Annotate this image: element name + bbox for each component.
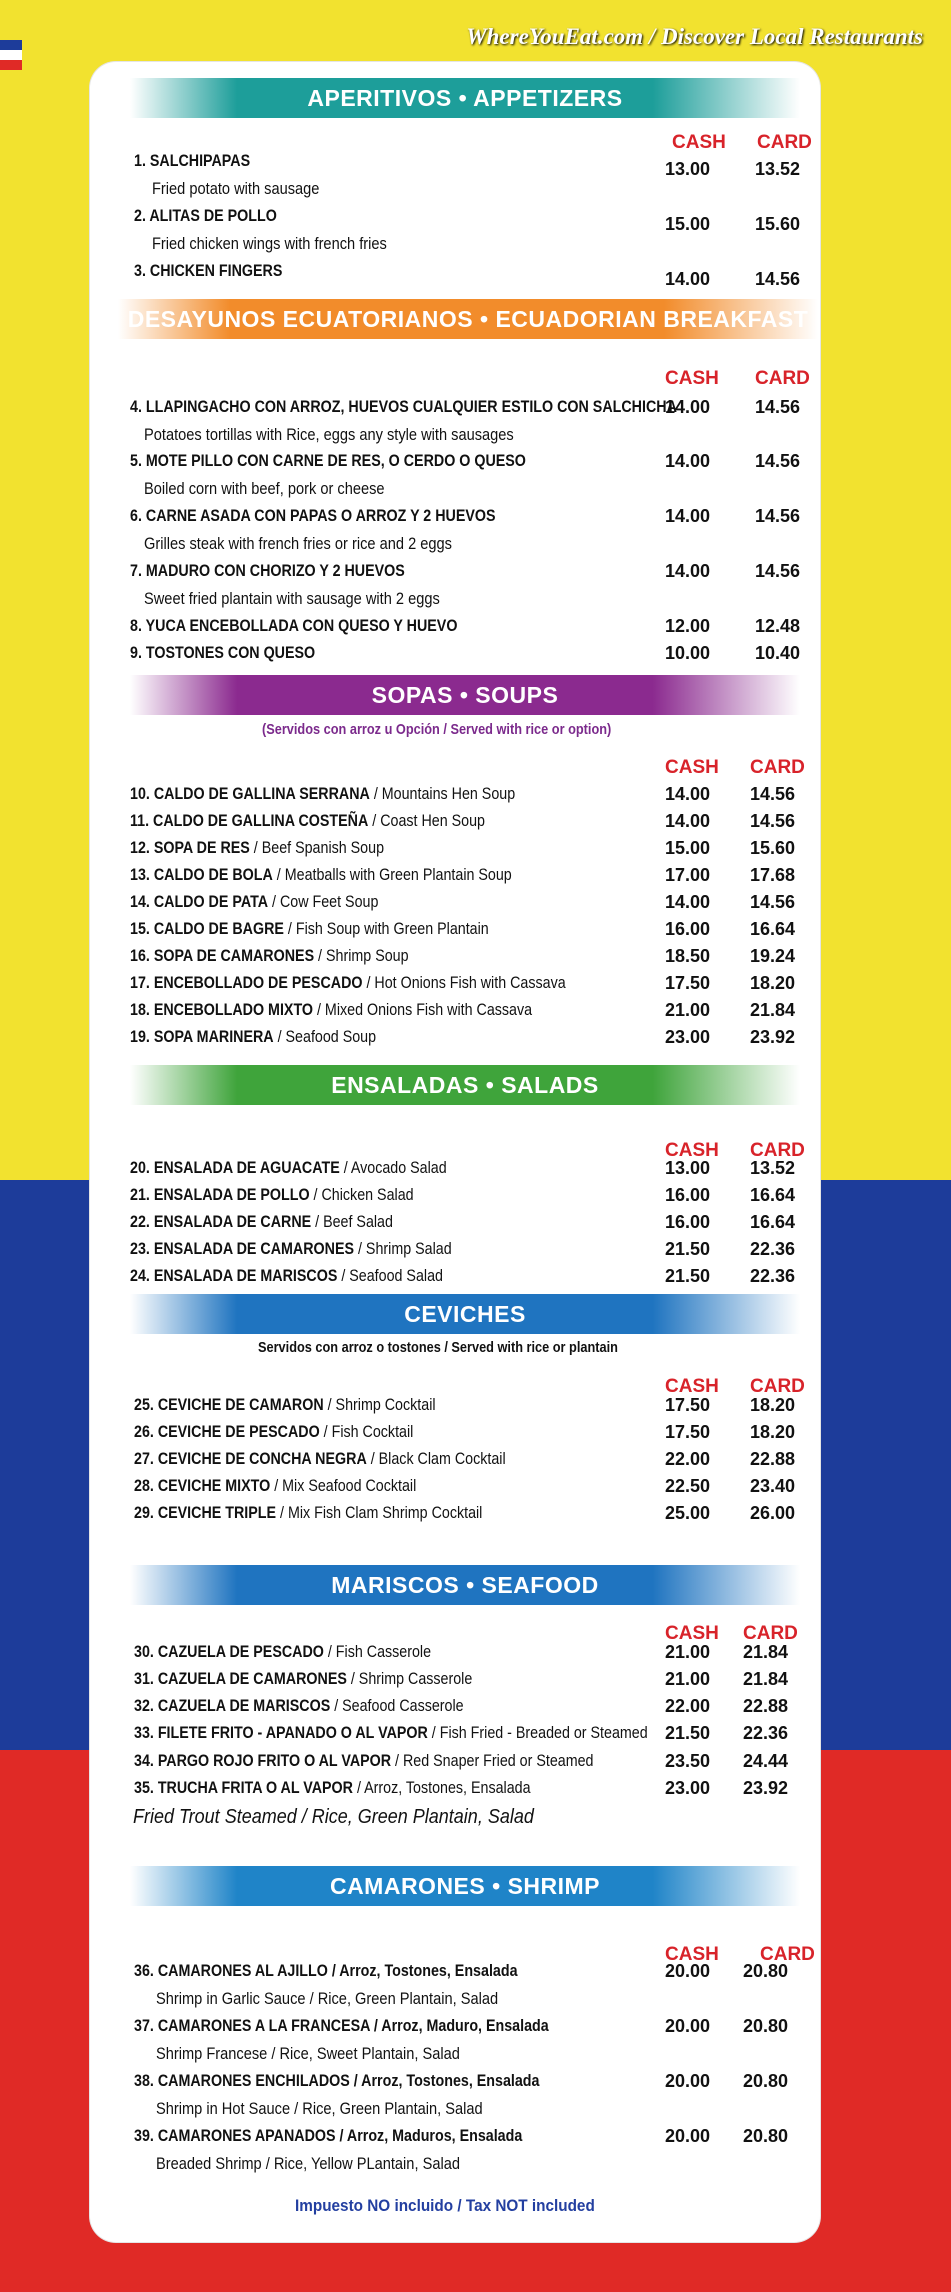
menu-item-english-name: / Black Clam Cocktail	[366, 1449, 506, 1468]
card-price: 14.56	[755, 561, 801, 581]
card-price: 23.40	[750, 1476, 796, 1496]
cash-price: 20.00	[665, 2016, 711, 2036]
menu-item-spanish-name: YUCA ENCEBOLLADA CON QUESO Y HUEVO	[145, 616, 458, 635]
menu-item-spanish-name: PARGO ROJO FRITO O AL VAPOR	[157, 1751, 392, 1770]
menu-item-name	[130, 1266, 443, 1286]
section-banner: ENSALADAS • SALADS	[130, 1065, 800, 1105]
menu-item-name	[134, 1778, 531, 1798]
menu-item-name	[134, 2016, 549, 2036]
cash-price: 21.00	[665, 1669, 711, 1689]
menu-item-number: 7.	[130, 561, 146, 580]
card-price: 26.00	[750, 1503, 796, 1523]
cash-price: 14.00	[665, 506, 711, 526]
menu-item-number: 3.	[134, 261, 150, 280]
menu-item-spanish-name: TRUCHA FRITA O AL VAPOR	[157, 1778, 353, 1797]
card-column-header: CARD	[743, 1623, 798, 1644]
menu-item-number: 5.	[130, 451, 146, 470]
menu-item-spanish-name: ENSALADA DE POLLO	[153, 1185, 310, 1204]
cash-price: 15.00	[665, 214, 711, 234]
menu-item-name	[134, 2071, 539, 2091]
menu-item-spanish-name: MOTE PILLO CON CARNE DE RES, O CERDO O QUESO	[145, 451, 526, 470]
menu-item-spanish-name: CALDO DE GALLINA SERRANA	[153, 784, 370, 803]
menu-item-name	[134, 1723, 648, 1743]
menu-item-spanish-name: FILETE FRITO - APANADO O AL VAPOR	[157, 1723, 428, 1742]
menu-item-spanish-name: LLAPINGACHO CON ARROZ, HUEVOS CUALQUIER ESTILO CON SALCHICHA	[145, 397, 677, 416]
menu-item-english-name: / Fish Casserole	[323, 1642, 432, 1661]
menu-item-spanish-name: TOSTONES CON QUESO	[145, 643, 316, 662]
menu-item-number: 32.	[134, 1696, 158, 1715]
cash-price: 20.00	[665, 1961, 711, 1981]
card-price: 20.80	[743, 2071, 789, 2091]
menu-item-spanish-name: SOPA MARINERA	[153, 1027, 274, 1046]
cash-price: 14.00	[665, 561, 711, 581]
card-price: 23.92	[750, 1027, 796, 1047]
card-column-header: CARD	[750, 1376, 805, 1397]
menu-item-number: 2.	[134, 206, 150, 225]
menu-item-english-name: / Beef Spanish Soup	[249, 838, 385, 857]
menu-item-english-name: / Mixed Onions Fish with Cassava	[313, 1000, 533, 1019]
card-price: 22.36	[750, 1266, 796, 1286]
menu-item-name	[134, 151, 250, 171]
menu-item-spanish-name: MADURO CON CHORIZO Y 2 HUEVOS	[145, 561, 405, 580]
menu-item-name	[130, 1000, 532, 1020]
cash-price: 17.00	[665, 865, 711, 885]
menu-item-number: 8.	[130, 616, 146, 635]
menu-item-name	[130, 616, 457, 636]
menu-item-spanish-name: CAMARONES APANADOS / Arroz, Maduros, Ensalada	[157, 2126, 523, 2145]
menu-item-spanish-name: CARNE ASADA CON PAPAS O ARROZ Y 2 HUEVOS	[145, 506, 496, 525]
cash-price: 16.00	[665, 919, 711, 939]
cash-price: 14.00	[665, 811, 711, 831]
menu-item-description: Sweet fried plantain with sausage with 2 eggs	[144, 589, 440, 608]
card-price: 15.60	[750, 838, 796, 858]
card-price: 16.64	[750, 1212, 796, 1232]
card-column-header: CARD	[750, 757, 805, 778]
section-banner: CEVICHES	[130, 1294, 800, 1334]
menu-item-spanish-name: CAZUELA DE MARISCOS	[157, 1696, 331, 1715]
menu-item-name	[134, 1669, 472, 1689]
cash-price: 18.50	[665, 946, 711, 966]
card-price: 15.60	[755, 214, 801, 234]
menu-item-name	[130, 892, 378, 912]
menu-item-spanish-name: CEVICHE DE CAMARON	[157, 1395, 324, 1414]
menu-item-name	[130, 1158, 447, 1178]
menu-item-name	[134, 1476, 416, 1496]
menu-item-name	[134, 1642, 431, 1662]
menu-item-english-name: / Arroz, Tostones, Ensalada	[352, 1778, 531, 1797]
cash-column-header: CASH	[665, 1140, 719, 1161]
cash-price: 23.00	[665, 1027, 711, 1047]
card-price: 18.20	[750, 1395, 796, 1415]
menu-item-number: 20.	[130, 1158, 154, 1177]
menu-item-spanish-name: CHICKEN FINGERS	[149, 261, 283, 280]
menu-item-spanish-name: CAMARONES ENCHILADOS / Arroz, Tostones, Ensalada	[157, 2071, 540, 2090]
cash-column-header: CASH	[672, 132, 726, 153]
cash-price: 14.00	[665, 269, 711, 289]
section-banner: APERITIVOS • APPETIZERS	[130, 78, 800, 118]
cash-price: 15.00	[665, 838, 711, 858]
menu-item-number: 26.	[134, 1422, 158, 1441]
menu-item-name	[130, 811, 485, 831]
menu-item-english-name: / Meatballs with Green Plantain Soup	[272, 865, 512, 884]
menu-item-english-name: / Chicken Salad	[309, 1185, 414, 1204]
cash-price: 22.00	[665, 1696, 711, 1716]
menu-item-description: Fried chicken wings with french fries	[152, 234, 387, 253]
card-price: 21.84	[750, 1000, 796, 1020]
menu-item-name	[134, 1961, 518, 1981]
menu-item-number: 15.	[130, 919, 154, 938]
menu-item-number: 37.	[134, 2016, 158, 2035]
menu-item-name	[130, 865, 512, 885]
card-price: 22.88	[743, 1696, 789, 1716]
cash-price: 16.00	[665, 1185, 711, 1205]
card-price: 10.40	[755, 643, 801, 663]
menu-item-spanish-name: CEVICHE DE PESCADO	[157, 1422, 320, 1441]
cash-price: 21.00	[665, 1000, 711, 1020]
menu-item-description: Grilles steak with french fries or rice and 2 eggs	[144, 534, 452, 553]
menu-item-english-name: / Seafood Soup	[273, 1027, 377, 1046]
menu-item-spanish-name: CALDO DE PATA	[153, 892, 269, 911]
menu-item-name	[130, 561, 405, 581]
cash-price: 14.00	[665, 784, 711, 804]
menu-item-description: Shrimp Francese / Rice, Sweet Plantain, Salad	[156, 2044, 460, 2063]
menu-item-number: 18.	[130, 1000, 154, 1019]
menu-item-name	[130, 946, 409, 966]
cash-price: 12.00	[665, 616, 711, 636]
cash-column-header: CASH	[665, 1623, 719, 1644]
menu-item-english-name: / Mix Seafood Cocktail	[270, 1476, 417, 1495]
menu-item-spanish-name: CAZUELA DE PESCADO	[157, 1642, 324, 1661]
menu-item-name	[134, 1503, 482, 1523]
cash-column-header: CASH	[665, 757, 719, 778]
menu-item-spanish-name: CALDO DE BAGRE	[153, 919, 284, 938]
card-price: 19.24	[750, 946, 796, 966]
cash-price: 14.00	[665, 451, 711, 471]
menu-item-english-name: / Fish Soup with Green Plantain	[283, 919, 489, 938]
cash-price: 21.50	[665, 1723, 711, 1743]
menu-item-spanish-name: ALITAS DE POLLO	[149, 206, 277, 225]
card-price: 14.56	[755, 397, 801, 417]
watermark: WhereYouEat.com / Discover Local Restaurants	[466, 24, 923, 49]
cash-price: 14.00	[665, 892, 711, 912]
cash-price: 10.00	[665, 643, 711, 663]
cash-price: 17.50	[665, 1422, 711, 1442]
cash-column-header: CASH	[665, 1944, 719, 1965]
menu-item-name	[130, 1212, 393, 1232]
menu-item-number: 13.	[130, 865, 154, 884]
menu-item-spanish-name: ENCEBOLLADO MIXTO	[153, 1000, 314, 1019]
menu-item-spanish-name: ENSALADA DE CAMARONES	[153, 1239, 355, 1258]
cash-price: 20.00	[665, 2126, 711, 2146]
card-price: 14.56	[755, 269, 801, 289]
card-price: 18.20	[750, 973, 796, 993]
card-price: 22.88	[750, 1449, 796, 1469]
menu-item-name	[134, 261, 282, 281]
card-price: 21.84	[743, 1642, 789, 1662]
menu-item-spanish-name: SALCHIPAPAS	[149, 151, 251, 170]
cash-price: 20.00	[665, 2071, 711, 2091]
cash-price: 25.00	[665, 1503, 711, 1523]
cash-price: 13.00	[665, 1158, 711, 1178]
card-price: 23.92	[743, 1778, 789, 1798]
menu-item-number: 24.	[130, 1266, 154, 1285]
cash-price: 22.00	[665, 1449, 711, 1469]
card-price: 14.56	[755, 451, 801, 471]
menu-item-english-name: / Seafood Salad	[337, 1266, 443, 1285]
menu-item-spanish-name: ENCEBOLLADO DE PESCADO	[153, 973, 363, 992]
card-price: 20.80	[743, 2016, 789, 2036]
card-price: 17.68	[750, 865, 796, 885]
menu-item-name	[134, 1696, 464, 1716]
card-price: 20.80	[743, 1961, 789, 1981]
trout-description: Fried Trout Steamed / Rice, Green Plantain, Salad	[133, 1806, 534, 1828]
menu-item-name	[130, 973, 566, 993]
cash-price: 17.50	[665, 1395, 711, 1415]
tax-footer: Impuesto NO incluido / Tax NOT included	[295, 2196, 595, 2215]
card-price: 16.64	[750, 1185, 796, 1205]
card-price: 18.20	[750, 1422, 796, 1442]
menu-item-number: 6.	[130, 506, 146, 525]
menu-item-number: 38.	[134, 2071, 158, 2090]
menu-item-description: Fried potato with sausage	[152, 179, 320, 198]
menu-item-spanish-name: ENSALADA DE MARISCOS	[153, 1266, 338, 1285]
menu-item-description: Shrimp in Hot Sauce / Rice, Green Plantain, Salad	[156, 2099, 483, 2118]
card-price: 16.64	[750, 919, 796, 939]
menu-item-name	[134, 1449, 506, 1469]
cash-price: 23.50	[665, 1751, 711, 1771]
menu-item-spanish-name: ENSALADA DE CARNE	[153, 1212, 312, 1231]
cash-price: 22.50	[665, 1476, 711, 1496]
section-note: Servidos con arroz o tostones / Served with rice or plantain	[258, 1339, 618, 1356]
menu-item-number: 14.	[130, 892, 154, 911]
menu-item-name	[130, 643, 315, 663]
menu-item-spanish-name: CEVICHE TRIPLE	[157, 1503, 277, 1522]
menu-item-name	[134, 1422, 413, 1442]
menu-item-name	[134, 1395, 436, 1415]
menu-item-spanish-name: CAMARONES A LA FRANCESA / Arroz, Maduro, Ensalada	[157, 2016, 549, 2035]
cash-price: 16.00	[665, 1212, 711, 1232]
menu-item-english-name: / Hot Onions Fish with Cassava	[362, 973, 566, 992]
card-price: 12.48	[755, 616, 801, 636]
card-column-header: CARD	[750, 1140, 805, 1161]
menu-item-spanish-name: ENSALADA DE AGUACATE	[153, 1158, 340, 1177]
section-banner: CAMARONES • SHRIMP	[130, 1866, 800, 1906]
menu-item-number: 25.	[134, 1395, 158, 1414]
section-banner: DESAYUNOS ECUATORIANOS • ECUADORIAN BREAKFAST	[118, 299, 818, 339]
menu-item-number: 30.	[134, 1642, 158, 1661]
card-price: 20.80	[743, 2126, 789, 2146]
menu-item-english-name: / Shrimp Cocktail	[323, 1395, 436, 1414]
menu-item-spanish-name: SOPA DE CAMARONES	[153, 946, 315, 965]
menu-item-spanish-name: CAZUELA DE CAMARONES	[157, 1669, 347, 1688]
cash-price: 23.00	[665, 1778, 711, 1798]
menu-item-number: 16.	[130, 946, 154, 965]
menu-item-number: 39.	[134, 2126, 158, 2145]
menu-item-name	[134, 206, 277, 226]
menu-item-english-name: / Cow Feet Soup	[268, 892, 379, 911]
menu-item-english-name: / Red Snaper Fried or Steamed	[391, 1751, 594, 1770]
menu-item-english-name: / Mountains Hen Soup	[369, 784, 516, 803]
card-price: 14.56	[755, 506, 801, 526]
menu-item-english-name: / Fish Fried - Breaded or Steamed	[427, 1723, 648, 1742]
menu-item-number: 4.	[130, 397, 146, 416]
cash-column-header: CASH	[665, 368, 719, 389]
menu-item-english-name: / Shrimp Soup	[314, 946, 409, 965]
menu-item-spanish-name: CAMARONES AL AJILLO / Arroz, Tostones, Ensalada	[157, 1961, 518, 1980]
menu-item-english-name: / Beef Salad	[311, 1212, 393, 1231]
menu-item-name	[130, 784, 515, 804]
menu-item-english-name: / Shrimp Salad	[354, 1239, 452, 1258]
menu-item-name	[130, 838, 384, 858]
menu-item-name	[130, 506, 496, 526]
cash-price: 21.50	[665, 1239, 711, 1259]
menu-item-english-name: / Coast Hen Soup	[368, 811, 485, 830]
menu-item-number: 22.	[130, 1212, 154, 1231]
card-column-header: CARD	[757, 132, 812, 153]
card-column-header: CARD	[755, 368, 810, 389]
card-price: 14.56	[750, 811, 796, 831]
menu-item-english-name: / Avocado Salad	[339, 1158, 447, 1177]
menu-item-number: 27.	[134, 1449, 158, 1468]
menu-item-number: 33.	[134, 1723, 158, 1742]
menu-item-number: 9.	[130, 643, 146, 662]
menu-item-name	[134, 2126, 522, 2146]
menu-item-description: Breaded Shrimp / Rice, Yellow PLantain, Salad	[156, 2154, 460, 2173]
cash-price: 13.00	[665, 159, 711, 179]
card-price: 13.52	[755, 159, 801, 179]
cash-price: 14.00	[665, 397, 711, 417]
card-price: 14.56	[750, 892, 796, 912]
menu-item-name	[130, 919, 489, 939]
menu-item-number: 12.	[130, 838, 154, 857]
menu-item-spanish-name: SOPA DE RES	[153, 838, 250, 857]
menu-item-english-name: / Seafood Casserole	[330, 1696, 464, 1715]
menu-item-number: 34.	[134, 1751, 158, 1770]
menu-item-spanish-name: CALDO DE BOLA	[153, 865, 273, 884]
menu-item-number: 17.	[130, 973, 154, 992]
card-price: 22.36	[743, 1723, 789, 1743]
menu-item-spanish-name: CEVICHE DE CONCHA NEGRA	[157, 1449, 367, 1468]
menu-item-number: 28.	[134, 1476, 158, 1495]
menu-item-name	[130, 1239, 452, 1259]
menu-item-spanish-name: CEVICHE MIXTO	[157, 1476, 271, 1495]
menu-item-number: 10.	[130, 784, 154, 803]
menu-item-english-name: / Mix Fish Clam Shrimp Cocktail	[276, 1503, 483, 1522]
section-note: (Servidos con arroz u Opción / Served with rice or option)	[262, 721, 612, 738]
menu-item-spanish-name: CALDO DE GALLINA COSTEÑA	[153, 811, 369, 830]
card-price: 22.36	[750, 1239, 796, 1259]
cash-price: 21.50	[665, 1266, 711, 1286]
card-price: 21.84	[743, 1669, 789, 1689]
card-price: 13.52	[750, 1158, 796, 1178]
menu-item-name	[130, 397, 677, 417]
menu-item-description: Boiled corn with beef, pork or cheese	[144, 479, 385, 498]
section-banner: MARISCOS • SEAFOOD	[130, 1565, 800, 1605]
menu-item-number: 36.	[134, 1961, 158, 1980]
card-price: 14.56	[750, 784, 796, 804]
menu-item-name	[130, 451, 526, 471]
menu-item-number: 31.	[134, 1669, 158, 1688]
section-banner: SOPAS • SOUPS	[130, 675, 800, 715]
menu-item-number: 23.	[130, 1239, 154, 1258]
menu-item-number: 35.	[134, 1778, 158, 1797]
menu-item-number: 19.	[130, 1027, 154, 1046]
cash-price: 21.00	[665, 1642, 711, 1662]
menu-item-name	[130, 1185, 414, 1205]
menu-item-number: 11.	[130, 811, 154, 830]
cash-price: 17.50	[665, 973, 711, 993]
menu-item-english-name: / Fish Cocktail	[319, 1422, 414, 1441]
menu-item-name	[130, 1027, 376, 1047]
menu-item-description: Shrimp in Garlic Sauce / Rice, Green Plantain, Salad	[156, 1989, 499, 2008]
menu-item-number: 1.	[134, 151, 150, 170]
menu-item-number: 29.	[134, 1503, 158, 1522]
menu-item-description: Potatoes tortillas with Rice, eggs any style with sausages	[144, 425, 514, 444]
menu-item-number: 21.	[130, 1185, 154, 1204]
cash-column-header: CASH	[665, 1376, 719, 1397]
card-price: 24.44	[743, 1751, 789, 1771]
menu-item-name	[134, 1751, 594, 1771]
card-column-header: CARD	[760, 1944, 815, 1965]
menu-item-english-name: / Shrimp Casserole	[346, 1669, 473, 1688]
